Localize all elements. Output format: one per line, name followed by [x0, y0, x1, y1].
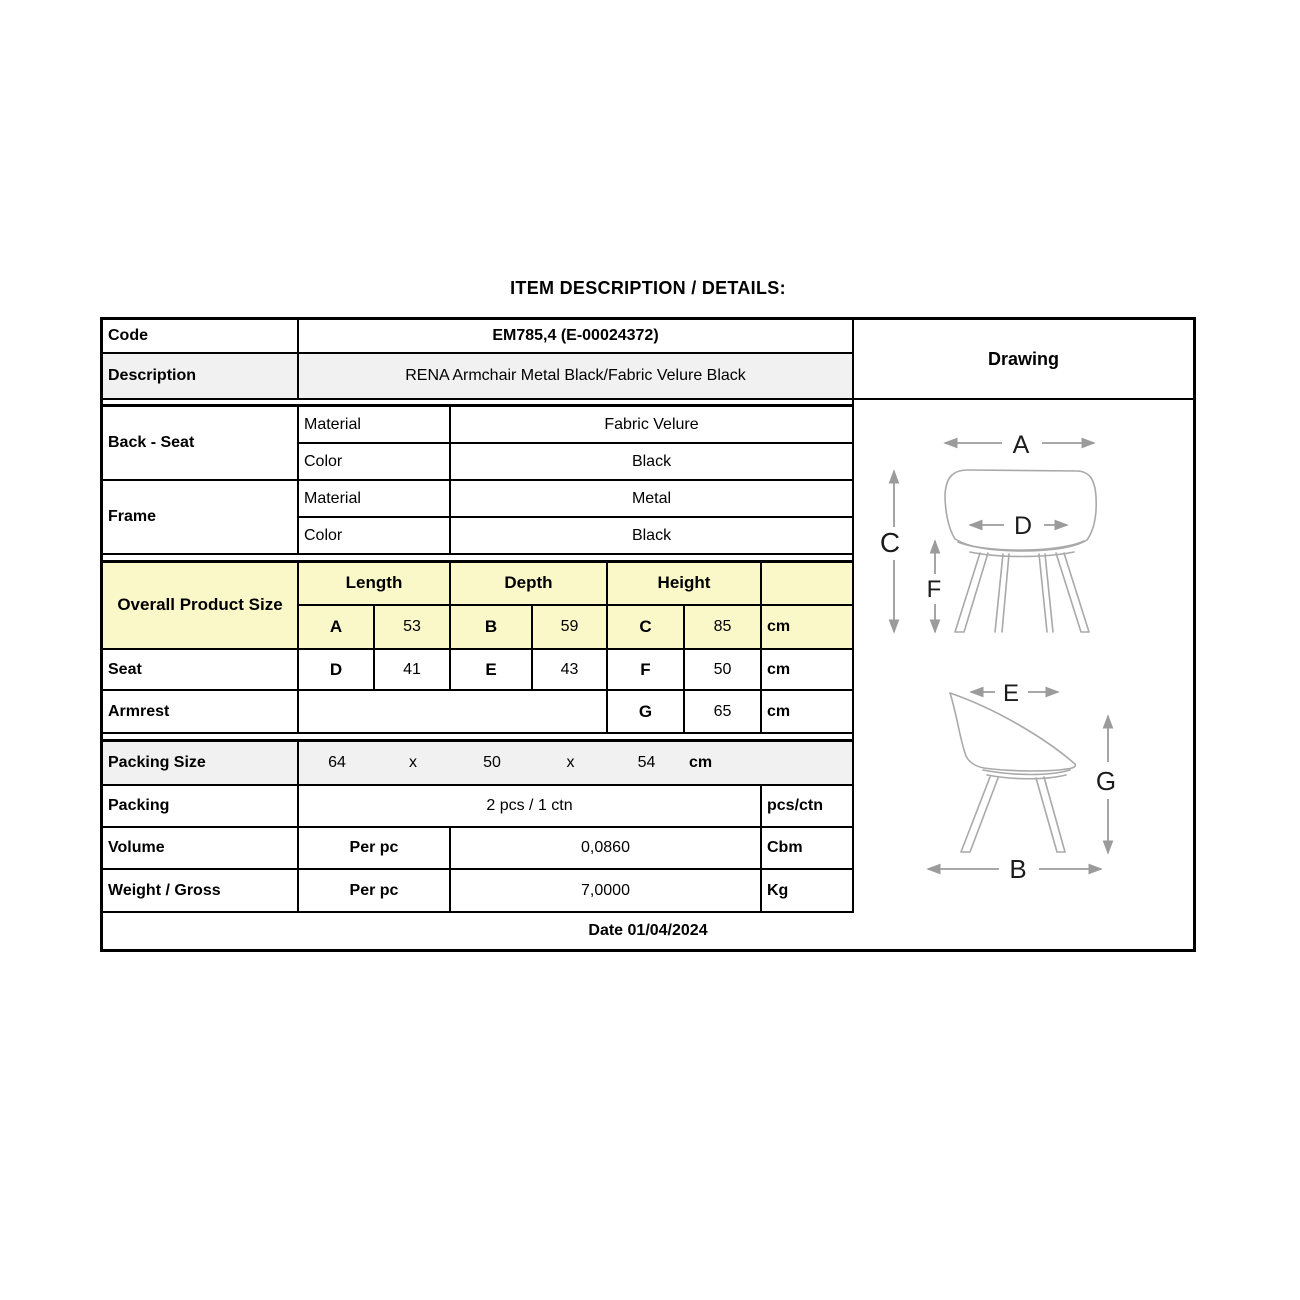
armrest-empty [299, 691, 608, 734]
dim-a-key: A [299, 606, 375, 650]
packing-size-label: Packing Size [103, 742, 299, 786]
dim-g-value: 65 [685, 691, 762, 734]
description-value: RENA Armchair Metal Black/Fabric Velure Black [299, 354, 852, 400]
drawing-label-b: B [1009, 854, 1027, 884]
drawing-column [854, 320, 1193, 913]
drawing-label-g: G [1095, 766, 1117, 796]
dim-e-value: 43 [533, 650, 608, 691]
dim-e-key: E [451, 650, 533, 691]
armrest-unit: cm [762, 691, 852, 734]
description-label: Description [103, 354, 299, 400]
volume-unit: Cbm [762, 828, 852, 870]
spec-table-body [103, 320, 1193, 913]
dim-f-value: 50 [685, 650, 762, 691]
packing-size-v3: 54 [637, 754, 656, 771]
seat-label: Seat [103, 650, 299, 691]
drawing-label-d: D [1013, 512, 1033, 540]
frame-label: Frame [103, 481, 299, 555]
dim-g-key: G [608, 691, 685, 734]
page-title: ITEM DESCRIPTION / DETAILS: [510, 278, 786, 298]
section-separator [103, 400, 852, 407]
dim-c-value: 85 [685, 606, 762, 650]
dim-c-key: C [608, 606, 685, 650]
dim-d-key: D [299, 650, 375, 691]
overall-size-unit: cm [762, 606, 852, 650]
seat-unit: cm [762, 650, 852, 691]
code-label: Code [103, 320, 299, 354]
spec-grid [103, 320, 854, 913]
dim-d-value: 41 [375, 650, 451, 691]
packing-size-values [299, 742, 852, 786]
length-header: Length [299, 563, 451, 606]
weight-label: Weight / Gross [103, 870, 299, 913]
drawing-area [854, 400, 1193, 913]
section-separator [103, 734, 852, 742]
code-value: EM785,4 (E-00024372) [299, 320, 852, 354]
chair-technical-drawing [854, 400, 1193, 911]
drawing-label-c: C [879, 527, 901, 558]
depth-header: Depth [451, 563, 608, 606]
dim-b-value: 59 [533, 606, 608, 650]
frame-color-label: Color [299, 518, 451, 555]
frame-color-value: Black [451, 518, 852, 555]
weight-unit: Kg [762, 870, 852, 913]
dim-a-value: 53 [375, 606, 451, 650]
dim-b-key: B [451, 606, 533, 650]
frame-material-label: Material [299, 481, 451, 518]
size-header-unit-spacer [762, 563, 852, 606]
armrest-label: Armrest [103, 691, 299, 734]
overall-size-label: Overall Product Size [103, 563, 299, 650]
back-seat-label: Back - Seat [103, 407, 299, 481]
packing-size-x2: x [566, 754, 575, 771]
back-seat-color-value: Black [451, 444, 852, 481]
packing-unit: pcs/ctn [762, 786, 852, 828]
dim-f-key: F [608, 650, 685, 691]
back-seat-color-label: Color [299, 444, 451, 481]
frame-material-value: Metal [451, 481, 852, 518]
packing-label: Packing [103, 786, 299, 828]
packing-size-x1: x [409, 754, 417, 771]
spec-table [100, 317, 1196, 952]
height-header: Height [608, 563, 762, 606]
volume-per: Per pc [299, 828, 451, 870]
date-row: Date 01/04/2024 [588, 922, 708, 939]
weight-per: Per pc [299, 870, 451, 913]
packing-value: 2 pcs / 1 ctn [299, 786, 762, 828]
drawing-label-e: E [1002, 680, 1020, 707]
drawing-header: Drawing [854, 320, 1193, 400]
weight-value: 7,0000 [451, 870, 762, 913]
section-separator [103, 555, 852, 563]
packing-size-v1: 64 [328, 754, 346, 771]
packing-size-grid [299, 742, 852, 784]
drawing-label-a: A [1012, 431, 1030, 459]
drawing-label-f: F [926, 576, 942, 603]
volume-value: 0,0860 [451, 828, 762, 870]
packing-size-v2: 50 [483, 754, 501, 771]
volume-label: Volume [103, 828, 299, 870]
back-seat-material-label: Material [299, 407, 451, 444]
back-seat-material-value: Fabric Velure [451, 407, 852, 444]
packing-size-unit: cm [689, 754, 713, 771]
